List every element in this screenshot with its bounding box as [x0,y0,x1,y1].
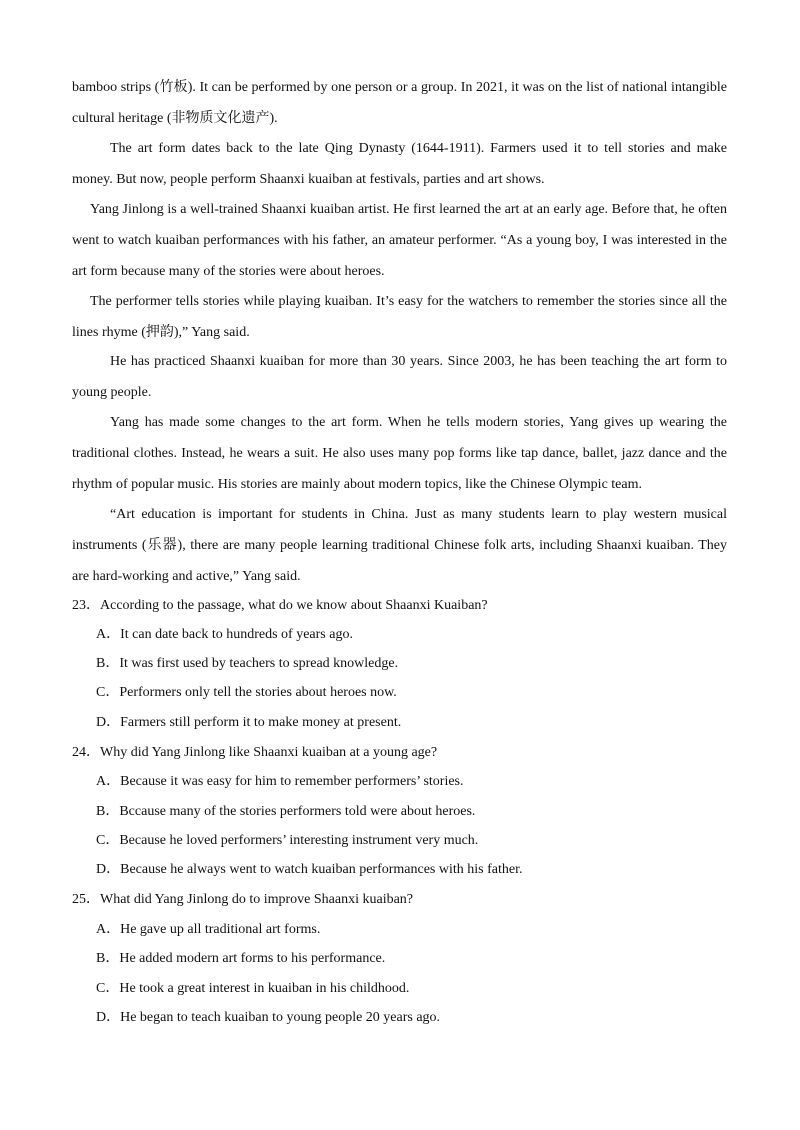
passage-paragraph-2: The art form dates back to the late Qing Dynasty (1644-1911). Farmers used it to tell stories and make money. But now, people perform Shaanxi kuaiban at festivals, parties and art shows. [72,141,727,187]
question-stem: 23．According to the passage, what do we know about Shaanxi Kuaiban? [72,598,488,613]
question-stem: 25．What did Yang Jinlong do to improve Shaanxi kuaiban? [72,892,414,907]
option-d[interactable]: D．Farmers still perform it to make money at present. [96,715,402,730]
option-a[interactable]: A．He gave up all traditional art forms. [96,922,321,937]
option-a[interactable]: A．Because it was easy for him to remember performers’ stories. [96,774,464,789]
option-b[interactable]: B．Bccause many of the stories performers told were about heroes. [96,804,476,819]
passage-paragraph-7: “Art education is important for students in China. Just as many students learn to play western musical instruments (乐器), there are many people learning traditional Chinese folk arts, including Shaanxi kuaiban. They are hard-working and active,” Yang said. [72,507,727,584]
option-c[interactable]: C．Because he loved performers’ interesting instrument very much. [96,833,479,848]
passage-paragraph-4: The performer tells stories while playing kuaiban. It’s easy for the watchers to remember the stories since all the lines rhyme (押韵),” Yang said. [72,294,727,340]
passage-paragraph-1: bamboo strips (竹板). It can be performed by one person or a group. In 2021, it was on the list of national intangible cultural heritage (非物质文化遗产). [72,80,727,126]
option-b[interactable]: B．He added modern art forms to his performance. [96,951,386,966]
option-c[interactable]: C．Performers only tell the stories about heroes now. [96,685,397,700]
question-stem: 24．Why did Yang Jinlong like Shaanxi kuaiban at a young age? [72,745,438,760]
option-d[interactable]: D．Because he always went to watch kuaiban performances with his father. [96,862,523,877]
option-b[interactable]: B．It was first used by teachers to spread knowledge. [96,656,399,671]
option-a[interactable]: A．It can date back to hundreds of years ago. [96,627,353,642]
passage-paragraph-6: Yang has made some changes to the art form. When he tells modern stories, Yang gives up wearing the traditional clothes. Instead, he wears a suit. He also uses many pop forms like tap dance, ballet, jazz dance and the rhythm of popular music. His stories are mainly about modern topics, like the Chinese Olympic team. [72,415,727,492]
option-d[interactable]: D．He began to teach kuaiban to young people 20 years ago. [96,1010,441,1025]
passage-paragraph-3: Yang Jinlong is a well-trained Shaanxi kuaiban artist. He first learned the art at an early age. Before that, he often went to watch kuaiban performances with his father, an amateur performer. “As a young boy, I was interested in the art form because many of the stories were about heroes. [72,202,727,279]
option-c[interactable]: C．He took a great interest in kuaiban in his childhood. [96,981,410,996]
passage-paragraph-5: He has practiced Shaanxi kuaiban for more than 30 years. Since 2003, he has been teaching the art form to young people. [72,354,727,400]
